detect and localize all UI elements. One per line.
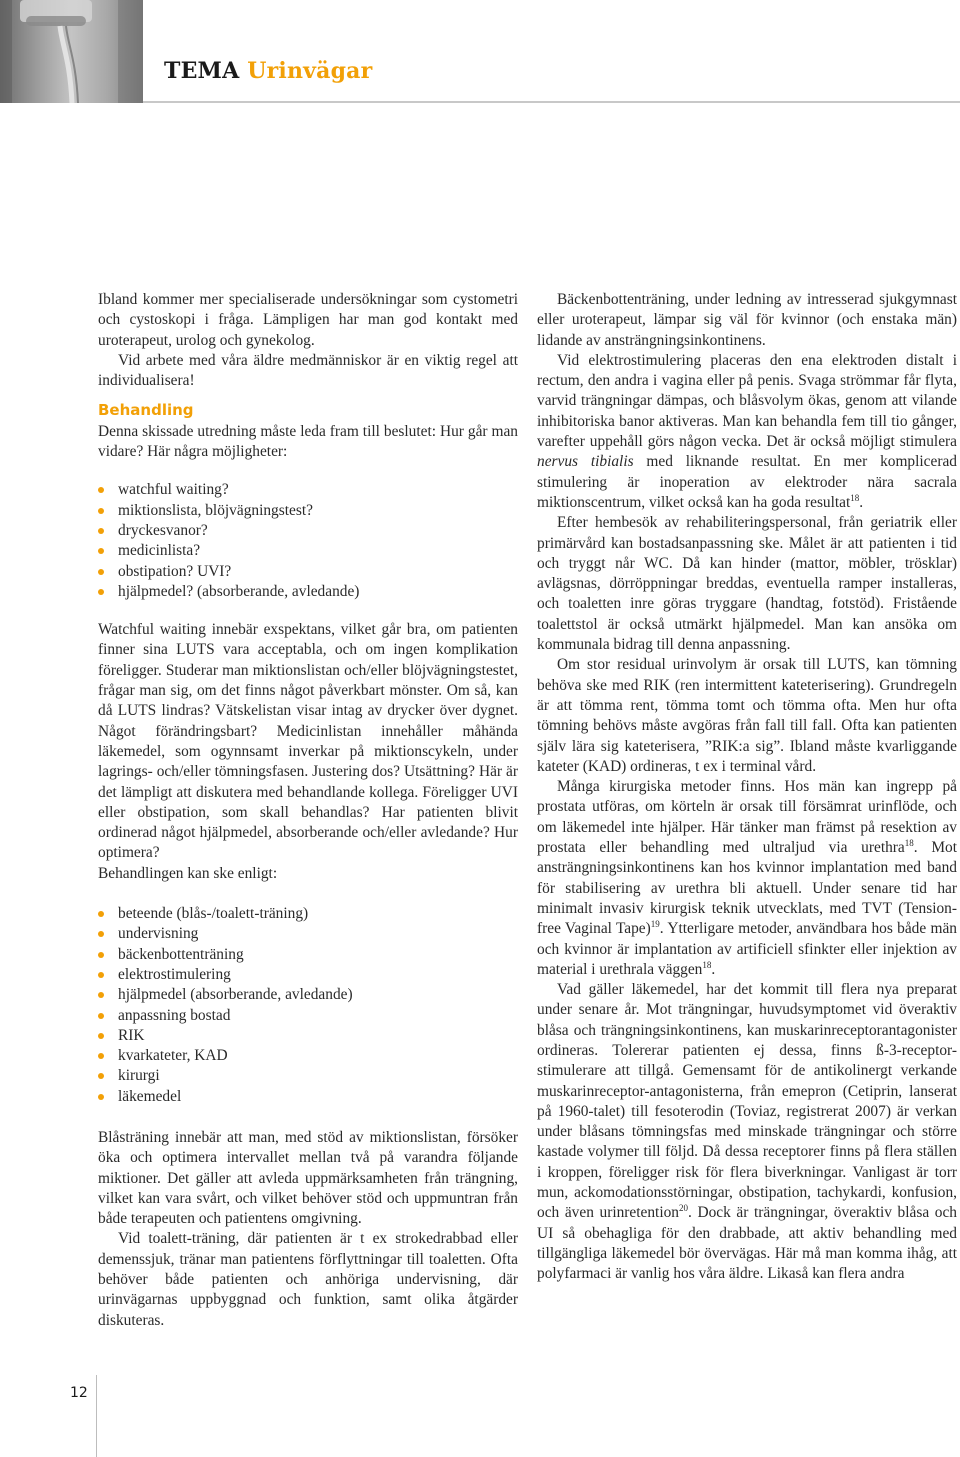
- list-item: elektrostimulering: [98, 965, 518, 985]
- list-item: miktionslista, blöjvägningstest?: [98, 501, 518, 521]
- paragraph: Blåsträning innebär att man, med stöd av miktionslistan, försöker öka och optimera intervallet mellan två på varandra följande miktioner. Det gäller att avleda uppmärksamheten från trängning, vilket kan vara svårt, och vilket behöver stöd och uppmuntran från både terapeuten och patientens omgivning.: [98, 1128, 518, 1228]
- paragraph: Behandlingen kan ske enligt:: [98, 864, 278, 882]
- reference-marker: 18: [702, 959, 712, 970]
- paragraph: Vid arbete med våra äldre medmänniskor är en viktig regel att individualisera!: [98, 351, 518, 390]
- list-item: beteende (blås-/toalett-träning): [98, 904, 518, 924]
- list-item: obstipation? UVI?: [98, 562, 518, 582]
- right-column: [537, 290, 957, 1285]
- subheading-behandling: Behandling: [98, 401, 194, 420]
- paragraph: Bäckenbottenträning, under ledning av intresserad sjukgymnast eller uroterapeut, lämpar sig väl för kvinnor (och enstaka män) lidande av ansträngningsinkontinens.: [537, 291, 957, 349]
- list-item: watchful waiting?: [98, 480, 518, 500]
- list-item: kirurgi: [98, 1066, 518, 1086]
- list-item: hjälpmedel (absorberande, avledande): [98, 985, 518, 1005]
- paragraph: Ibland kommer mer specialiserade undersökningar som cystometri och cystoskopi i fråga. Lämpligen har man god kontakt med uroterapeut, urolog och gynekolog.: [98, 291, 518, 349]
- question-list: [98, 480, 518, 602]
- list-item: läkemedel: [98, 1087, 518, 1107]
- paragraph: Många kirurgiska metoder finns. Hos män kan ingrepp på prostata utföras, om körteln är orsak till försämrat urinflöde, och om läkemedel inte hjälper. Här tänker man främst på resektion av prostata eller behandling med ultraljud via urethra$^{18}$. Mot ansträngningsinkontinens kan hos kvinnor implantation med band för stabilisering av urethra bli aktuell. Under senare tid har minimalt invasiv kirurgisk teknik utvecklats, med TVT (Tension-free Vaginal Tape)$^{19}$. Ytterligare metoder, användbara hos både män och kvinnor är implantation av artificiell sfinkter eller injektion av material i urethrala väggen$^{18}$.: [537, 778, 958, 978]
- paragraph: Vid toalett-träning, där patienten är t ex strokedrabbad eller demenssjuk, tränar man patientens förflyttningar till toaletten. Ofta behöver både patienten och anhöriga undervisning, där urinvägarnas uppbyggnad och funktion, samt olika åtgärder diskuteras.: [98, 1230, 518, 1329]
- paragraph: Watchful waiting innebär exspektans, vilket går bra, om patienten finner sina LUTS vara acceptabla, och om ingen komplikation föreligger. Studerar man miktionslistan och/eller blöjvägningstestet, frågar man sig, om det finns något påverkbart mönster. Om så, kan då LUTS lindras? Vätskelistan visar intag av drycker över dygnet. Något förändringsbart? Medicinlistan innehåller måhända läkemedel, som ogynnsamt inverkar på miktionscykeln, under lagrings- och/eller tömningsfasen. Justering dos? Utsättning? Här är det lämpligt att diskutera med behandlande kollega. Föreligger UVI eller obstipation, som skall behandlas? Har patienten blivit ordinerad något hjälpmedel, absorberande och/eller avledande? Hur optimera?: [98, 621, 518, 862]
- paragraph: Vid elektrostimulering placeras den ena elektroden distalt i rectum, den andra i vagina eller på penis. Svaga strömmar får flyta, varvid trängningar dämpas, och blåsvolym ökas, genom att vilande inhibitoriska banor aktiveras. Man kan behandla fem till tio gånger, varefter uppehåll görs någon vecka. Det är också möjligt stimulera nervus tibialis med liknande resultat. En mer komplicerad stimulering är inoperation av elektroder nära sacrala miktionscentrum, vilket också kan ha goda resultat$^{18}$.: [537, 351, 957, 511]
- italic-term: nervus tibialis: [537, 453, 634, 471]
- list-item: medicinlista?: [98, 541, 518, 561]
- reference-marker: 20: [679, 1203, 689, 1214]
- list-item: RIK: [98, 1026, 518, 1046]
- list-item: bäckenbottenträning: [98, 945, 518, 965]
- reference-marker: 18: [904, 837, 914, 848]
- page-number-rule: [96, 1375, 97, 1457]
- list-item: undervisning: [98, 924, 518, 944]
- topic-label: Urinvägar: [247, 58, 373, 84]
- reference-marker: 18: [850, 492, 860, 503]
- left-column: [98, 290, 518, 1331]
- paragraph: Vad gäller läkemedel, har det kommit till flera nya preparat under senare år. Mot trängningar, huvudsymptomet vid överaktiv blåsa och trängningsinkontinens, kan muskarinreceptorantagonister ordineras. Tolererar patienten ej dessa, finns ß-3-receptor-stimulerare att tillgå. Gemensamt för de antikolinergt verkande muskarinreceptor-antagonisterna, från emepron (Cetiprin, lanserat på 1960-talet) till fesoterodin (Toviaz, registrerat 2007) är verkan under blåsans tömningsfas med minskade trängningar och större kastade volymer till följd. Då dessa receptorer finns på flera ställen i kroppen, föreligger risk för flera biverkningar. Vanligast är torr mun, ackomodationsstörningar, obstipation, tachykardi, konfusion, och även urinretention$^{20}$. Dock är trängningar, överaktiv blåsa och UI så obehagliga för den drabbade, att aktiv behandling med tillgängliga läkemedel bör övervägas. Här må man komma ihåg, att polyfarmaci är vanlig hos våra äldre. Likaså kan flera andra: [537, 981, 957, 1283]
- page-number: 12: [70, 1385, 88, 1401]
- list-item: hjälpmedel? (absorberande, avledande): [98, 582, 518, 602]
- paragraph: Efter hembesök av rehabiliteringspersonal, från geriatrik eller primärvård kan bostadsanpassning ske. Målet är att patienten i tid och tryggt når WC. Då kan hinder (mattor, möbler, trösklar) avlägsnas, dörröppningar breddas, eventuella ramper installeras, och toaletten inre göras tryggare (handtag, fotstöd). Fristående toalettstol är också utmärkt hjälpmedel. Man kan ansöka om kommunala bidrag till denna anpassning.: [537, 514, 957, 654]
- header-rule: [143, 101, 960, 103]
- list-item: kvarkateter, KAD: [98, 1046, 518, 1066]
- paragraph: Om stor residual urinvolym är orsak till LUTS, kan tömning behöva ske med RIK (ren intermittent kateterisering). Grundregeln är att tömma rent, tömma tomt och tömma ofta. Men hur ofta tömning behövs måste avgöras från fall till fall. Ofta kan patienten själv lära sig kateterisera, ”RIK:a sig”. Ibland måste kvarliggande kateter (KAD) ordineras, t ex i terminal vård.: [537, 656, 957, 775]
- section-title: [164, 58, 372, 84]
- tema-label: TEMA: [164, 58, 240, 84]
- list-item: dryckesvanor?: [98, 521, 518, 541]
- treatment-list: [98, 904, 518, 1107]
- faucet-illustration: [0, 0, 143, 103]
- paragraph: Denna skissade utredning måste leda fram till beslutet: Hur går man vidare? Här några möjligheter:: [98, 422, 518, 461]
- list-item: anpassning bostad: [98, 1006, 518, 1026]
- faucet-photo: [0, 0, 143, 103]
- reference-marker: 19: [650, 919, 660, 930]
